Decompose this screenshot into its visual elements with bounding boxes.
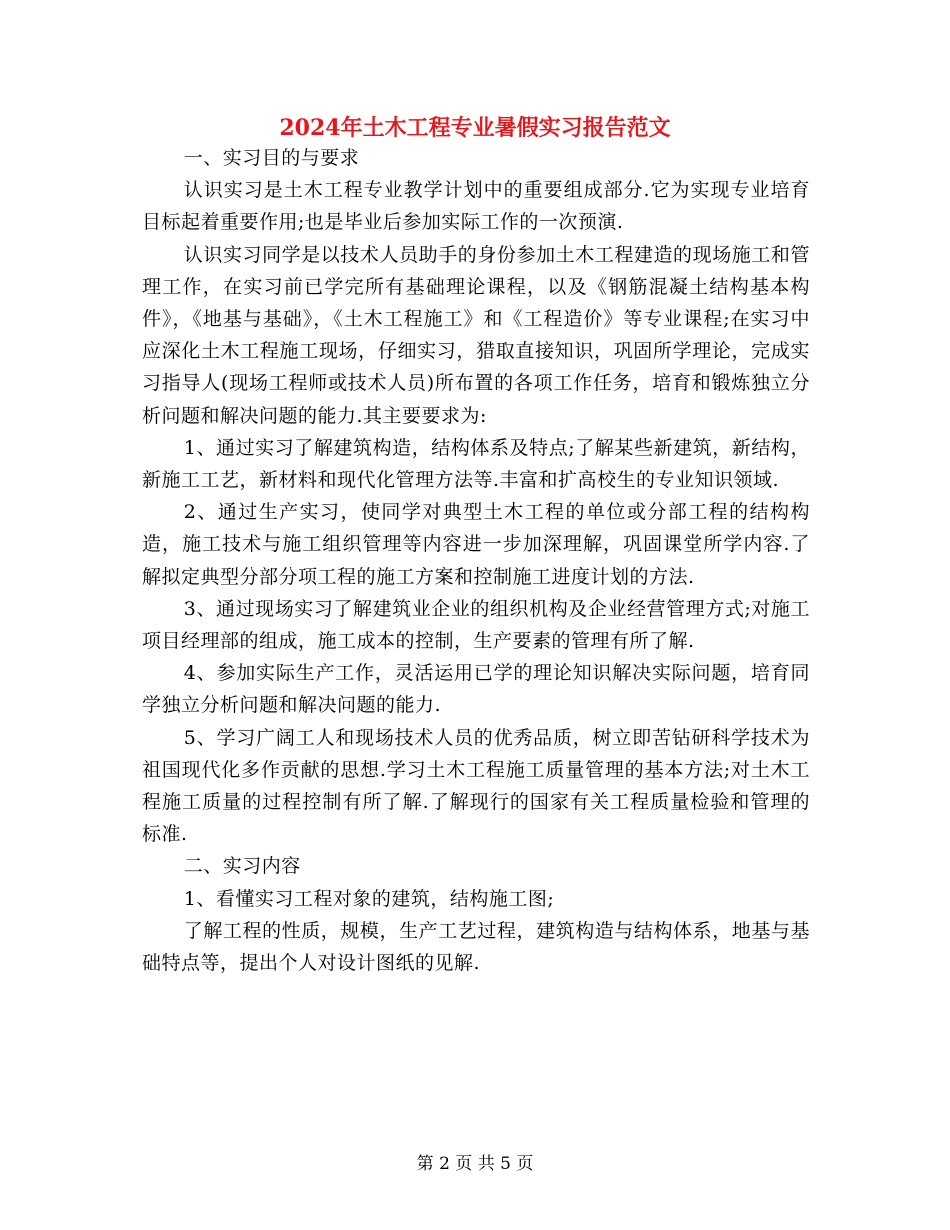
list-item: 5、学习广阔工人和现场技术人员的优秀品质，树立即苦钻研科学技术为祖国现代化多作贡献的思想.学习土木工程施工质量管理的基本方法;对土木工程施工质量的过程控制有所了解.了解现行的国家有关工程质量检验和管理的标准.: [142, 726, 810, 846]
section-heading-objectives: 一、实习目的与要求: [183, 147, 360, 169]
section-heading-content: 二、实习内容: [183, 855, 301, 878]
document-body: [142, 142, 810, 979]
list-item: 2、通过生产实习，使同学对典型土木工程的单位或分部工程的结构构造，施工技术与施工组织管理等内容进一步加深理解，巩固课堂所学内容.了解拟定典型分部分项工程的施工方案和控制施工进度计划的方法.: [142, 501, 810, 588]
list-item: 4、参加实际生产工作，灵活运用已学的理论知识解决实际问题，培育同学独立分析问题和解决问题的能力.: [142, 662, 810, 717]
document-title: 2024年土木工程专业暑假实习报告范文: [279, 115, 671, 141]
paragraph: 认识实习是土木工程专业教学计划中的重要组成部分.它为实现专业培育目标起着重要作用;也是毕业后参加实际工作的一次预演.: [142, 179, 810, 234]
list-item: 1、通过实习了解建筑构造，结构体系及特点;了解某些新建筑，新结构，新施工工艺，新材料和现代化管理方法等.丰富和扩高校生的专业知识领域.: [142, 436, 810, 492]
list-item: 1、看懂实习工程对象的建筑，结构施工图;: [183, 887, 555, 910]
page-number-footer: 第 2 页 共 5 页: [416, 1154, 534, 1174]
paragraph: 认识实习同学是以技术人员助手的身份参加土木工程建造的现场施工和管理工作，在实习前已学完所有基础理论课程，以及《钢筋混凝土结构基本构件》，《地基与基础》，《土木工程施工》和《工程造价》等专业课程;在实习中应深化土木工程施工现场，仔细实习，猎取直接知识，巩固所学理论，完成实习指导人(现场工程师或技术人员)所布置的各项工作任务，培育和锻炼独立分析问题和解决问题的能力.其主要要求为:: [142, 243, 810, 427]
list-item: 3、通过现场实习了解建筑业企业的组织机构及企业经营管理方式;对施工项目经理部的组成，施工成本的控制，生产要素的管理有所了解.: [142, 597, 810, 653]
paragraph: 了解工程的性质，规模，生产工艺过程，建筑构造与结构体系，地基与基础特点等，提出个人对设计图纸的见解.: [142, 919, 810, 975]
